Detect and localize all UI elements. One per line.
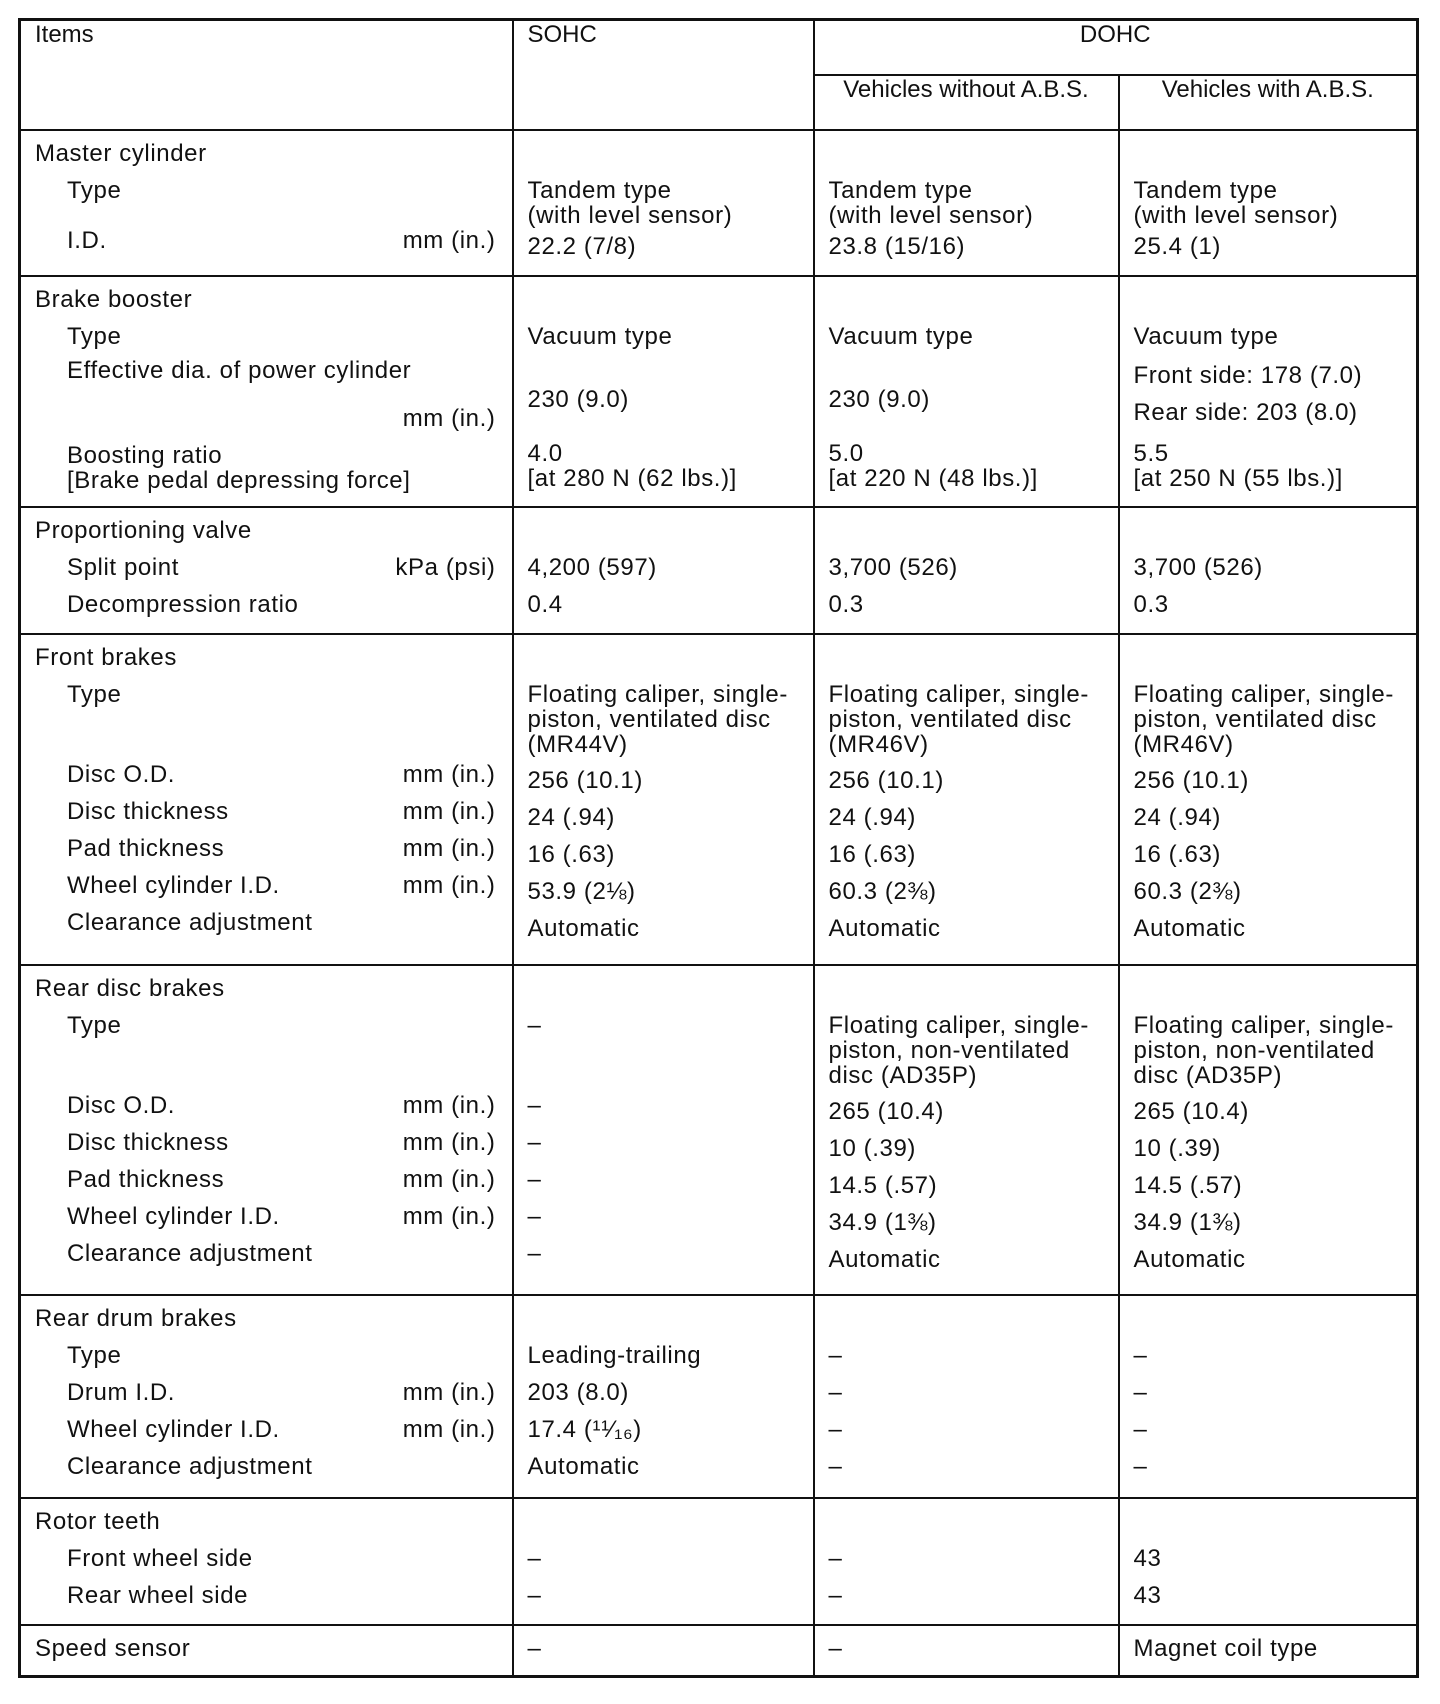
cell-value: 43 xyxy=(1133,1545,1162,1573)
group-title: Brake booster xyxy=(35,286,193,314)
row-label: Clearance adjustment xyxy=(67,1239,313,1267)
cell-value: 5.0 xyxy=(828,440,864,468)
row-label: Disc thickness xyxy=(67,1128,229,1156)
row-label: [Brake pedal depressing force] xyxy=(67,467,411,495)
row-label: Effective dia. of power cylinder xyxy=(67,357,412,385)
group-title: Master cylinder xyxy=(35,139,207,167)
cell-value: 16 (.63) xyxy=(1133,841,1222,869)
cell-value: 4.0 xyxy=(527,440,563,468)
cell-value: – xyxy=(828,1415,843,1443)
unit-label: kPa (psi) xyxy=(395,554,496,582)
header-dohc-with-abs: Vehicles with A.B.S. xyxy=(1119,75,1418,130)
group-proportioning-valve xyxy=(20,507,1418,634)
row-label: Type xyxy=(67,323,122,351)
group-front-brakes xyxy=(20,634,1418,964)
cell-value: Magnet coil type xyxy=(1133,1635,1318,1663)
unit-label: mm (in.) xyxy=(402,1378,496,1406)
row-label: Type xyxy=(67,681,122,709)
cell-value: – xyxy=(828,1378,843,1406)
row-label: Type xyxy=(67,176,122,204)
cell-value: 24 (.94) xyxy=(828,804,917,832)
cell-value: – xyxy=(1133,1415,1148,1443)
row-label: Wheel cylinder I.D. xyxy=(67,1202,280,1230)
cell-value: 60.3 (2⅜) xyxy=(828,878,937,906)
unit-label: mm (in.) xyxy=(402,798,496,826)
cell-value: [at 280 N (62 lbs.)] xyxy=(527,465,737,493)
cell-value: – xyxy=(527,1165,542,1193)
cell-value: – xyxy=(527,1545,542,1573)
cell-value: Automatic xyxy=(527,915,640,943)
cell-value: Floating caliper, single- xyxy=(828,681,1089,709)
row-label: Wheel cylinder I.D. xyxy=(67,872,280,900)
row-label: Front wheel side xyxy=(67,1545,253,1573)
cell-value: – xyxy=(828,1582,843,1610)
cell-value: 230 (9.0) xyxy=(828,386,930,414)
cell-value: Vacuum type xyxy=(1133,323,1279,351)
cell-value: Vacuum type xyxy=(527,323,673,351)
row-label: Decompression ratio xyxy=(67,591,299,619)
group-rear-drum-brakes xyxy=(20,1295,1418,1498)
row-label: Clearance adjustment xyxy=(67,1452,313,1480)
row-label: Type xyxy=(67,1341,122,1369)
cell-value: Front side: 178 (7.0) xyxy=(1133,362,1363,390)
group-rotor-teeth xyxy=(20,1498,1418,1625)
header-dohc-without-abs: Vehicles without A.B.S. xyxy=(814,75,1119,130)
row-label: Pad thickness xyxy=(67,835,225,863)
row-label: Drum I.D. xyxy=(67,1378,176,1406)
unit-label: mm (in.) xyxy=(402,1165,496,1193)
cell-value: 24 (.94) xyxy=(527,804,616,832)
cell-value: 0.3 xyxy=(1133,591,1169,619)
cell-value: 0.3 xyxy=(828,591,864,619)
cell-value: Tandem type xyxy=(1133,176,1278,204)
cell-value: (MR44V) xyxy=(527,731,628,759)
cell-value: 14.5 (.57) xyxy=(828,1171,938,1199)
group-rear-disc-brakes xyxy=(20,965,1418,1295)
cell-value: 256 (10.1) xyxy=(1133,767,1249,795)
cell-value: – xyxy=(527,1239,542,1267)
cell-value: – xyxy=(527,1091,542,1119)
cell-value: – xyxy=(1133,1378,1148,1406)
cell-value: disc (AD35P) xyxy=(828,1061,978,1089)
row-label: Boosting ratio xyxy=(67,442,223,470)
header-items: Items xyxy=(20,20,513,130)
cell-value: 10 (.39) xyxy=(828,1134,917,1162)
cell-value: 265 (10.4) xyxy=(828,1097,944,1125)
cell-value: [at 220 N (48 lbs.)] xyxy=(828,465,1038,493)
row-label: Split point xyxy=(67,554,179,582)
unit-label: mm (in.) xyxy=(402,1202,496,1230)
cell-value: Floating caliper, single- xyxy=(1133,681,1394,709)
cell-value: 23.8 (15/16) xyxy=(828,232,966,260)
cell-value: 34.9 (1⅜) xyxy=(1133,1208,1242,1236)
cell-value: 256 (10.1) xyxy=(527,767,643,795)
cell-value: 4,200 (597) xyxy=(527,554,657,582)
cell-value: 256 (10.1) xyxy=(828,767,944,795)
group-brake-booster xyxy=(20,276,1418,507)
unit-label: mm (in.) xyxy=(402,761,496,789)
row-label: Disc O.D. xyxy=(67,1091,176,1119)
cell-value: 14.5 (.57) xyxy=(1133,1171,1243,1199)
cell-value: 3,700 (526) xyxy=(828,554,958,582)
cell-value: 24 (.94) xyxy=(1133,804,1222,832)
group-title: Rotor teeth xyxy=(35,1508,161,1536)
cell-value: – xyxy=(527,1582,542,1610)
row-label: Disc thickness xyxy=(67,798,229,826)
cell-value: 17.4 (¹¹⁄₁₆) xyxy=(527,1415,642,1443)
cell-value: [at 250 N (55 lbs.)] xyxy=(1133,465,1343,493)
cell-value: 60.3 (2⅜) xyxy=(1133,878,1242,906)
cell-value: 16 (.63) xyxy=(527,841,616,869)
cell-value: 22.2 (7/8) xyxy=(527,232,637,260)
cell-value: piston, non-ventilated xyxy=(828,1036,1070,1064)
cell-value: Tandem type xyxy=(527,176,672,204)
unit-label: mm (in.) xyxy=(402,226,496,254)
cell-value: Leading-trailing xyxy=(527,1341,702,1369)
cell-value: (MR46V) xyxy=(1133,731,1234,759)
unit-label: mm (in.) xyxy=(402,405,496,433)
cell-value: Automatic xyxy=(828,915,941,943)
cell-value: Automatic xyxy=(1133,1245,1246,1273)
cell-value: – xyxy=(828,1341,843,1369)
group-speed-sensor xyxy=(20,1625,1418,1676)
cell-value: – xyxy=(828,1635,843,1663)
cell-value: disc (AD35P) xyxy=(1133,1061,1283,1089)
header-dohc: DOHC xyxy=(814,20,1418,75)
group-title: Rear disc brakes xyxy=(35,974,225,1002)
cell-value: 3,700 (526) xyxy=(1133,554,1263,582)
cell-value: Vacuum type xyxy=(828,323,974,351)
row-label: Type xyxy=(67,1011,122,1039)
cell-value: piston, non-ventilated xyxy=(1133,1036,1375,1064)
cell-value: 43 xyxy=(1133,1582,1162,1610)
cell-value: piston, ventilated disc xyxy=(527,706,771,734)
cell-value: Rear side: 203 (8.0) xyxy=(1133,399,1358,427)
unit-label: mm (in.) xyxy=(402,1091,496,1119)
cell-value: 265 (10.4) xyxy=(1133,1097,1249,1125)
cell-value: 16 (.63) xyxy=(828,841,917,869)
cell-value: Automatic xyxy=(527,1452,640,1480)
cell-value: Floating caliper, single- xyxy=(1133,1011,1394,1039)
cell-value: Floating caliper, single- xyxy=(828,1011,1089,1039)
cell-value: piston, ventilated disc xyxy=(1133,706,1377,734)
cell-value: (with level sensor) xyxy=(527,201,733,229)
group-title: Front brakes xyxy=(35,644,177,672)
cell-value: Automatic xyxy=(828,1245,941,1273)
cell-value: – xyxy=(527,1011,542,1039)
unit-label: mm (in.) xyxy=(402,835,496,863)
row-label: Rear wheel side xyxy=(67,1582,249,1610)
cell-value: Tandem type xyxy=(828,176,973,204)
cell-value: 5.5 xyxy=(1133,440,1169,468)
unit-label: mm (in.) xyxy=(402,872,496,900)
unit-label: mm (in.) xyxy=(402,1128,496,1156)
cell-value: piston, ventilated disc xyxy=(828,706,1072,734)
cell-value: – xyxy=(1133,1452,1148,1480)
cell-value: 10 (.39) xyxy=(1133,1134,1222,1162)
cell-value: – xyxy=(828,1452,843,1480)
cell-value: 25.4 (1) xyxy=(1133,232,1222,260)
row-label: I.D. xyxy=(67,226,107,254)
brake-specifications-table xyxy=(18,18,1419,1678)
row-label: Pad thickness xyxy=(67,1165,225,1193)
cell-value: – xyxy=(828,1545,843,1573)
row-label: Disc O.D. xyxy=(67,761,176,789)
cell-value: 0.4 xyxy=(527,591,563,619)
cell-value: – xyxy=(527,1202,542,1230)
cell-value: Floating caliper, single- xyxy=(527,681,788,709)
unit-label: mm (in.) xyxy=(402,1415,496,1443)
header-sohc: SOHC xyxy=(513,20,814,130)
cell-value: – xyxy=(1133,1341,1148,1369)
cell-value: – xyxy=(527,1128,542,1156)
cell-value: – xyxy=(527,1635,542,1663)
row-label: Wheel cylinder I.D. xyxy=(67,1415,280,1443)
cell-value: (with level sensor) xyxy=(1133,201,1339,229)
cell-value: (with level sensor) xyxy=(828,201,1034,229)
group-title: Proportioning valve xyxy=(35,517,252,545)
cell-value: 203 (8.0) xyxy=(527,1378,629,1406)
group-title: Rear drum brakes xyxy=(35,1304,237,1332)
cell-value: 230 (9.0) xyxy=(527,386,629,414)
group-title: Speed sensor xyxy=(35,1635,191,1663)
cell-value: (MR46V) xyxy=(828,731,929,759)
row-label: Clearance adjustment xyxy=(67,909,313,937)
cell-value: Automatic xyxy=(1133,915,1246,943)
group-master-cylinder xyxy=(20,130,1418,277)
cell-value: 53.9 (2⅛) xyxy=(527,878,636,906)
cell-value: 34.9 (1⅜) xyxy=(828,1208,937,1236)
